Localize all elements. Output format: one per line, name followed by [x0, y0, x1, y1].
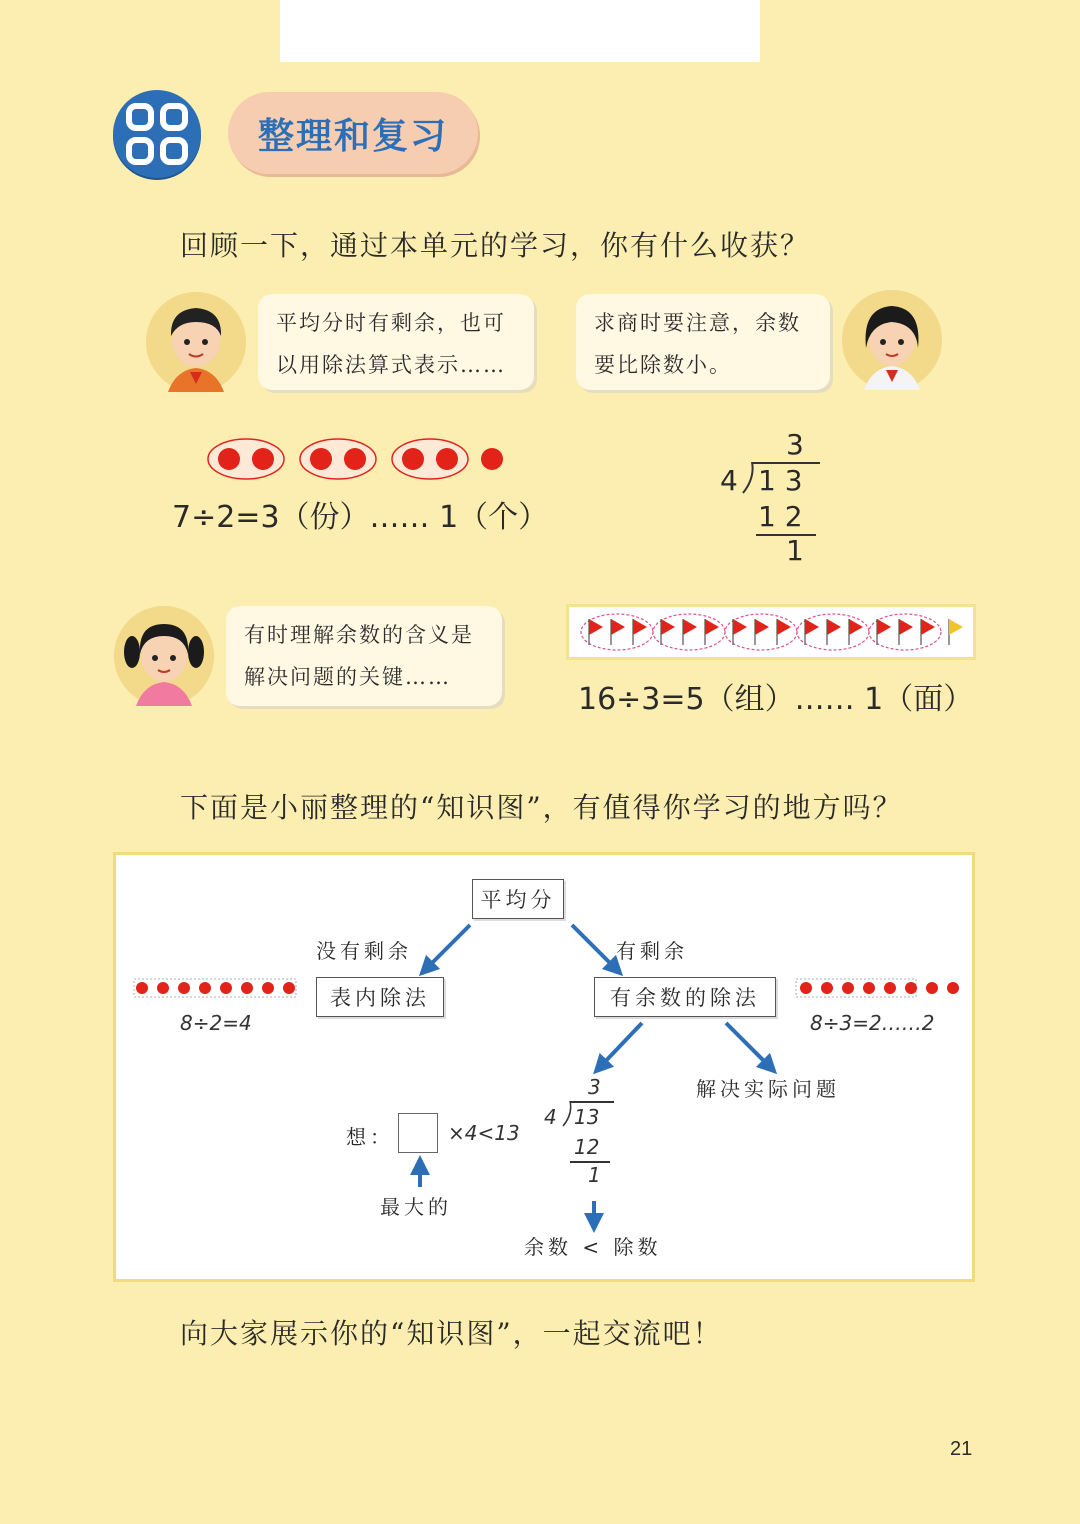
- girl-speech-bubble: [576, 294, 830, 390]
- mini-dividend: 13: [574, 1105, 600, 1129]
- division-dividend: 1 3: [758, 464, 803, 497]
- remainder-rule: 余数 < 除数: [524, 1235, 662, 1259]
- label-has-remainder: 有剩余: [616, 939, 688, 963]
- bubble-line: 有时理解余数的含义是: [244, 623, 474, 647]
- mini-remainder: 1: [588, 1163, 601, 1187]
- bubble-line: 求商时要注意，余数: [594, 311, 801, 335]
- review-prompt: 回顾一下，通过本单元的学习，你有什么收获？: [180, 229, 811, 262]
- division-bracket: [742, 462, 754, 494]
- dot-groups-illustration: [206, 436, 516, 482]
- mini-divisor: 4: [544, 1105, 557, 1129]
- knowledge-map: [113, 852, 975, 1282]
- division-product: 1 2: [758, 500, 803, 533]
- knowledge-prompt: 下面是小丽整理的“知识图”，有值得你学习的地方吗？: [180, 791, 903, 824]
- page-number: 21: [950, 1438, 973, 1460]
- node-table-division: 表内除法: [316, 977, 444, 1017]
- girl-pigtails-avatar: [114, 606, 214, 706]
- mini-division-bar: [570, 1101, 614, 1103]
- grid-icon: [113, 90, 201, 178]
- node-division-with-remainder: 有余数的除法: [594, 977, 776, 1017]
- top-tab: [280, 0, 760, 62]
- mini-long-division: [540, 1075, 620, 1185]
- share-prompt: 向大家展示你的“知识图”，一起交流吧！: [180, 1317, 723, 1350]
- division-quotient: 3: [786, 428, 804, 461]
- think-expression: ×4<13: [448, 1121, 520, 1145]
- flags-illustration: [566, 604, 976, 660]
- bubble-line: 以用除法算式表示……: [276, 353, 506, 377]
- example-8-div-2: 8÷2=4: [180, 1011, 252, 1035]
- section-title: 整理和复习: [257, 114, 448, 157]
- equation-7-div-2: 7÷2=3（份）…… 1（个）: [172, 500, 549, 535]
- section-title-pill: [228, 92, 478, 174]
- bubble-line: 要比除数小。: [594, 353, 732, 377]
- label-solve-problems: 解决实际问题: [696, 1077, 840, 1101]
- division-divisor: 4: [720, 464, 738, 497]
- node-average-division: 平均分: [472, 879, 564, 919]
- boy-avatar: [146, 292, 246, 392]
- example-8-div-3: 8÷3=2……2: [810, 1011, 935, 1035]
- bubble-line: 平均分时有剩余，也可: [276, 311, 506, 335]
- blank-box: [398, 1113, 438, 1153]
- label-no-remainder: 没有剩余: [316, 939, 412, 963]
- mini-product: 12: [574, 1135, 600, 1159]
- mini-quotient: 3: [588, 1075, 601, 1099]
- division-remainder: 1: [786, 534, 804, 567]
- mini-division-bracket: [562, 1101, 572, 1127]
- bubble-line: 解决问题的关键……: [244, 665, 451, 689]
- equation-16-div-3: 16÷3=5（组）…… 1（面）: [578, 682, 974, 717]
- label-largest: 最大的: [380, 1195, 452, 1219]
- long-division: [716, 428, 826, 568]
- girl2-speech-bubble: [226, 606, 502, 706]
- label-think: 想：: [346, 1125, 394, 1149]
- girl-avatar: [842, 290, 942, 390]
- boy-speech-bubble: [258, 294, 534, 390]
